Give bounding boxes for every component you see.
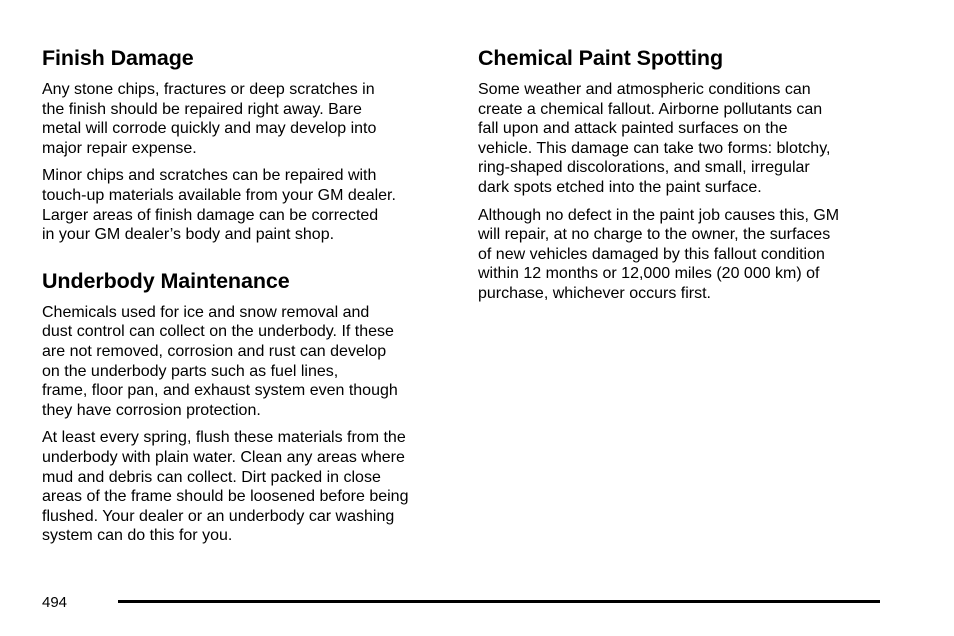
- underbody-maintenance-paragraph-2: At least every spring, flush these materials from the underbody with plain water. Clean any areas where mud and debris can collect. Dirt packed in close areas of the frame should be loosened before being flushed. Your dealer or an underbody car washing system can do this for you.: [42, 429, 409, 545]
- chemical-paint-spotting-paragraph-2: Although no defect in the paint job causes this, GM will repair, at no charge to the owner, the surfaces of new vehicles damaged by this fallout condition within 12 months or 12,000 miles (20 000 km) of purchase, whichever occurs first.: [478, 206, 840, 302]
- page-number: 494: [42, 594, 68, 611]
- underbody-maintenance-section: [42, 267, 447, 546]
- chemical-paint-spotting-paragraph-1: Some weather and atmospheric conditions can create a chemical fallout. Airborne pollutants can fall upon and attack painted surfaces on the vehicle. This damage can take two forms: blotchy, ring-shaped discolorations, and small, irregular dark spots etched into the paint surface.: [478, 81, 831, 196]
- section-heading-chemical-paint-spotting: Chemical Paint Spotting: [478, 46, 723, 70]
- finish-damage-paragraph-2: Minor chips and scratches can be repaired with touch-up materials available from your GM dealer. Larger areas of finish damage can be corrected in your GM dealer’s body and paint shop.: [42, 167, 396, 244]
- finish-damage-section: [42, 44, 447, 245]
- finish-damage-paragraph-1: Any stone chips, fractures or deep scratches in the finish should be repaired right away. Bare metal will corrode quickly and may develop into major repair expense.: [42, 81, 377, 157]
- chemical-paint-spotting-section: [478, 44, 883, 304]
- right-column: [478, 44, 883, 312]
- section-heading-underbody-maintenance: Underbody Maintenance: [42, 268, 290, 293]
- underbody-maintenance-paragraph-1: Chemicals used for ice and snow removal and dust control can collect on the underbody. If these are not removed, corrosion and rust can develop on the underbody parts such as fuel lines, frame, floor pan, and exhaust system even though they have corrosion protection.: [42, 303, 398, 419]
- footer-rule: [118, 600, 880, 603]
- section-heading-finish-damage: Finish Damage: [42, 46, 194, 70]
- left-column: [42, 44, 447, 554]
